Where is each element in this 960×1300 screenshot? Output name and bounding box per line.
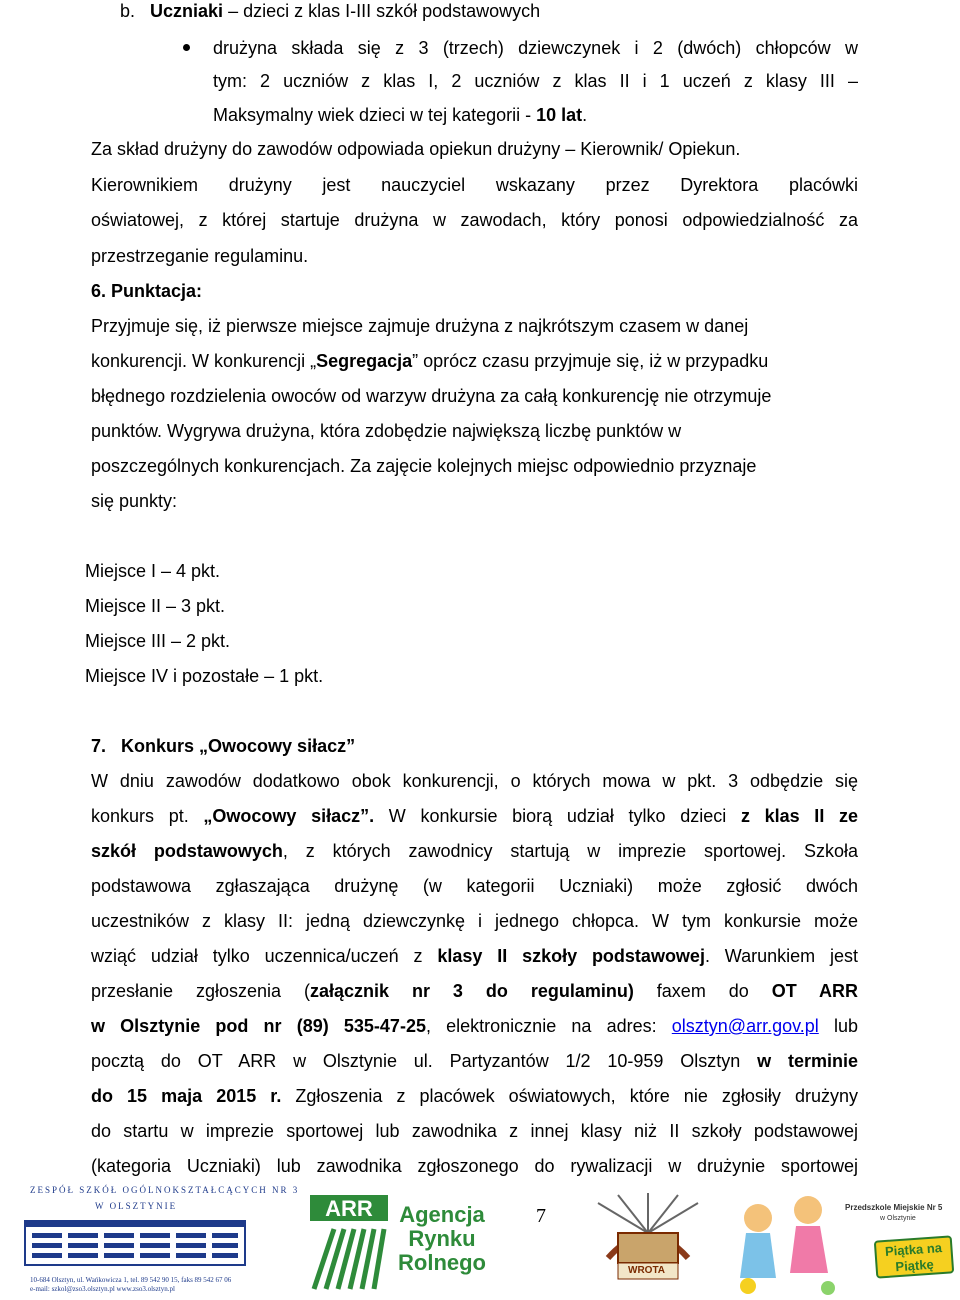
para2-line-6: się punkty:: [91, 491, 178, 511]
wrota-label: WROTA: [628, 1265, 666, 1276]
section-title-rest: – dzieci z klas I-III szkół podstawowych: [223, 1, 541, 21]
para1-line-4: przestrzeganie regulaminu.: [91, 246, 309, 266]
bullet-icon: [183, 44, 190, 51]
school-building-logo: [20, 1213, 250, 1273]
s7-line-6: wziąć udział tylko uczennica/uczeń z klasy II szkoły podstawowej. Warunkiem jest: [91, 946, 858, 966]
children-illustration: [728, 1188, 843, 1298]
bullet-line-2: tym: 2 uczniów z klas I, 2 uczniów z klas II i 1 uczeń z klasy III –: [213, 71, 858, 91]
arr-logo-text: ARR: [325, 1196, 373, 1221]
s7-line-10: do 15 maja 2015 r. Zgłoszenia z placówek oświatowych, które nie zgłosiły drużyny: [91, 1086, 858, 1106]
page-number: 7: [536, 1205, 546, 1227]
place-item: Miejsce III – 2 pkt.: [85, 631, 231, 651]
przedszkole-city: w Olsztynie: [880, 1215, 916, 1222]
s7-line-11: do startu w imprezie sportowej lub zawodnika z innej klasy niż II szkoły podstawowej: [91, 1121, 858, 1141]
piatka-logo: Piątka na Piątkę: [874, 1235, 954, 1278]
para2-line-1: Przyjmuje się, iż pierwsze miejsce zajmuje drużyna z najkrótszym czasem w danej: [91, 316, 749, 336]
s7-line-1: W dniu zawodów dodatkowo obok konkurencji, o których mowa w pkt. 3 odbędzie się: [91, 771, 858, 791]
section-7-number: 7.: [91, 736, 107, 756]
para2-line-5: poszczególnych konkurencjach. Za zajęcie kolejnych miejsc odpowiednio przyznaje: [91, 456, 757, 476]
section-b-heading: [120, 0, 540, 22]
arr-logo: [308, 1193, 390, 1293]
s7-line-12: (kategoria Uczniaki) lub zawodnika zgłoszonego do rywalizacji w drużynie sportowej: [91, 1156, 858, 1176]
section-7-title: Konkurs „Owocowy siłacz”: [121, 736, 356, 756]
para2-line-2: konkurencji. W konkurencji „Segregacja” oprócz czasu przyjmuje się, iż w przypadku: [91, 351, 769, 371]
para2-line-3: błędnego rozdzielenia owoców od warzyw drużyna za całą konkurencję nie otrzymuje: [91, 386, 772, 406]
s7-line-3: szkół podstawowych, z których zawodnicy startują w imprezie sportowej. Szkoła: [91, 841, 858, 861]
s7-line-8: w Olsztynie pod nr (89) 535-47-25, elektronicznie na adres: olsztyn@arr.gov.pl lub: [91, 1016, 858, 1036]
s7-line-5: uczestników z klasy II: jedną dziewczynkę i jednego chłopca. W tym konkursie może: [91, 911, 858, 931]
przedszkole-name: Przedszkole Miejskie Nr 5: [845, 1203, 943, 1212]
email-link[interactable]: olsztyn@arr.gov.pl: [671, 1016, 819, 1036]
bullet-line-3: Maksymalny wiek dzieci w tej kategorii - 10 lat.: [213, 105, 588, 125]
s7-line-9: pocztą do OT ARR w Olsztynie ul. Partyzantów 1/2 10-959 Olsztyn w terminie: [91, 1051, 859, 1071]
para1-line-1: Za skład drużyny do zawodów odpowiada opiekun drużyny – Kierownik/ Opiekun.: [91, 139, 741, 159]
section-title: Uczniaki: [150, 1, 224, 21]
para1-line-2: Kierownikiem drużyny jest nauczyciel wskazany przez Dyrektora placówki: [91, 175, 858, 195]
agency-name: Agencja Rynku Rolnego: [398, 1202, 486, 1275]
place-item: Miejsce I – 4 pkt.: [85, 561, 221, 581]
place-item: Miejsce IV i pozostałe – 1 pkt.: [85, 666, 324, 686]
section-6-heading: 6. Punktacja:: [91, 281, 203, 301]
para1-line-3: oświatowej, z której startuje drużyna w zawodach, który ponosi odpowiedzialność za: [91, 210, 858, 230]
zso-address: 10-684 Olsztyn, ul. Wańkowicza 1, tel. 89 542 90 15, faks 89 542 67 06 e-mail: szkol@zso3.olsztyn.pl www.zso3.olsztyn.pl: [30, 1276, 232, 1293]
zso-subtitle: W OLSZTYNIE: [95, 1201, 178, 1211]
s7-line-2: konkurs pt. „Owocowy siłacz”. W konkursie biorą udział tylko dzieci z klas II ze: [91, 806, 858, 826]
para2-line-4: punktów. Wygrywa drużyna, która zdobędzie największą liczbę punktów w: [91, 421, 682, 441]
footer: [0, 1183, 960, 1300]
zso-title: ZESPÓŁ SZKÓŁ OGÓLNOKSZTAŁCĄCYCH NR 3: [30, 1185, 300, 1195]
bullet-line-1: drużyna składa się z 3 (trzech) dziewczynek i 2 (dwóch) chłopców w: [213, 38, 858, 58]
s7-line-7: przesłanie zgłoszenia (załącznik nr 3 do regulaminu) faxem do OT ARR: [91, 981, 859, 1001]
place-item: Miejsce II – 3 pkt.: [85, 596, 226, 616]
section-letter: b.: [120, 1, 136, 21]
section-7-heading: [91, 735, 355, 757]
s7-line-4: podstawowa zgłaszająca drużynę (w kategorii Uczniaki) może zgłosić dwóch: [91, 876, 858, 896]
